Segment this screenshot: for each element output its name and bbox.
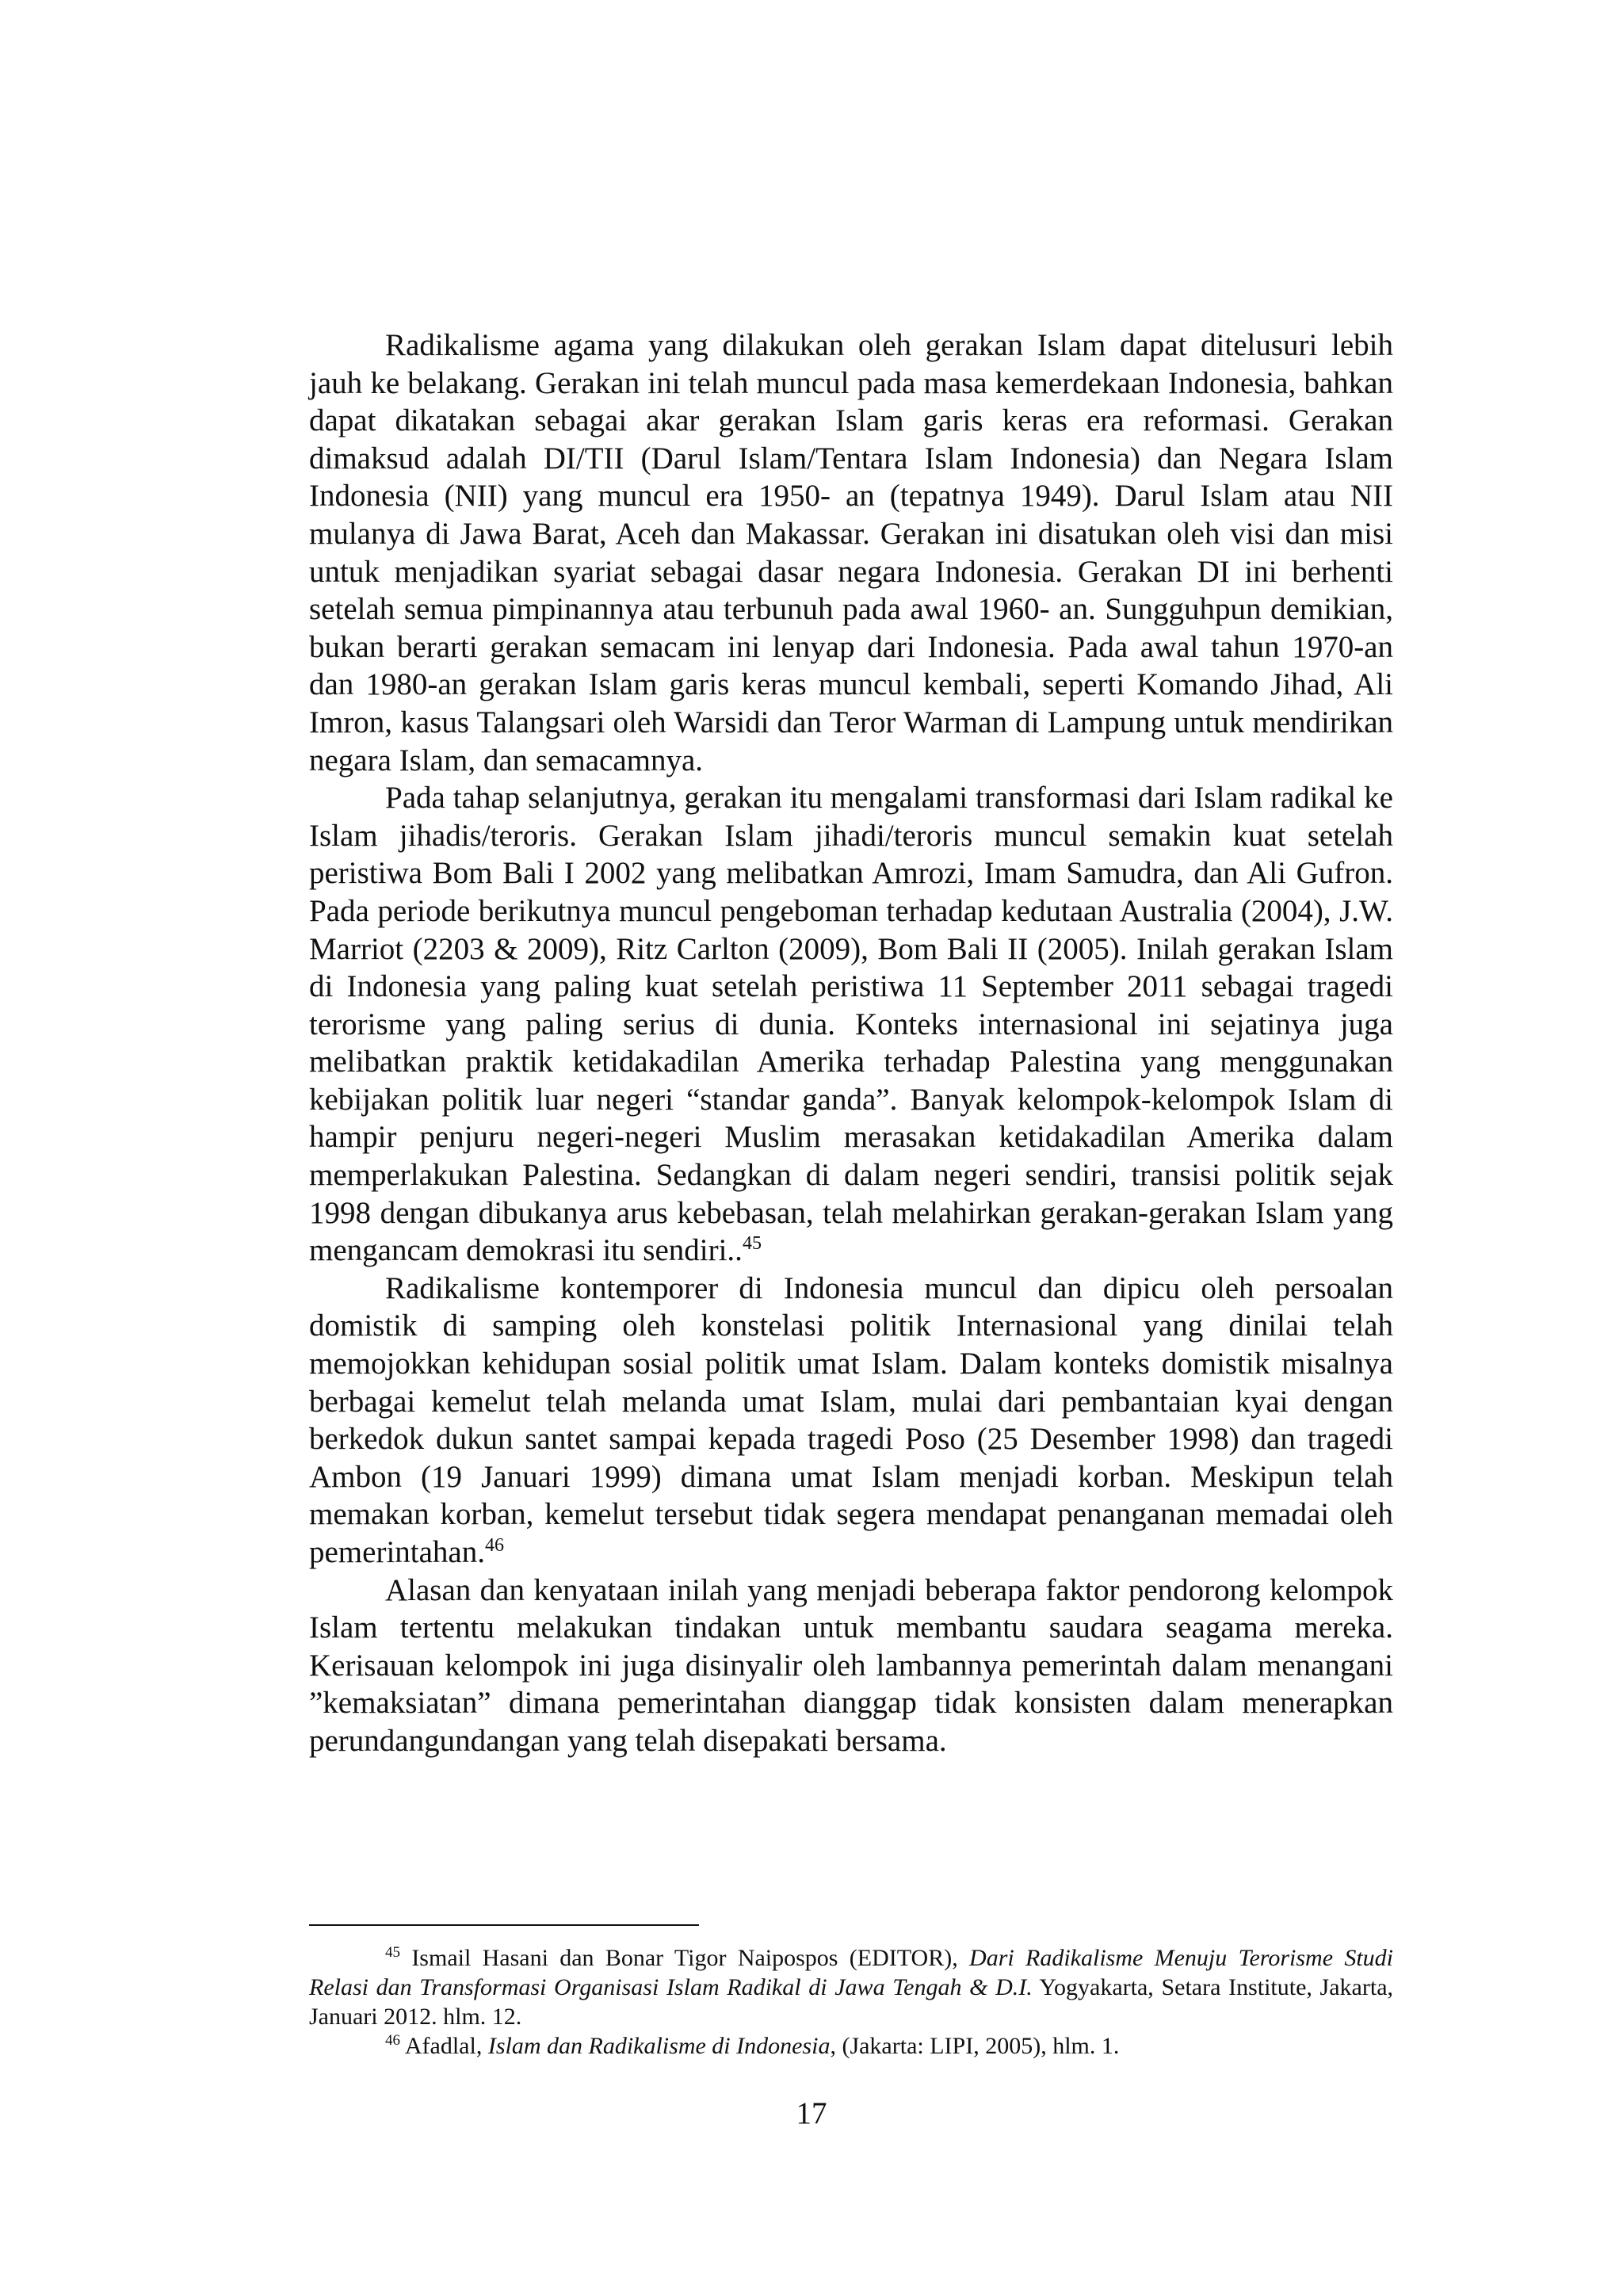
footnote-separator (309, 1924, 699, 1926)
footnote-title: Islam dan Radikalisme di Indonesia (487, 2033, 831, 2059)
footnote-author: Afadlal, (404, 2033, 483, 2059)
paragraph-4 (309, 1572, 1393, 1760)
paragraph-1-text: Radikalisme agama yang dilakukan oleh gerakan Islam dapat ditelusuri lebih jauh ke belakang. Gerakan ini telah muncul pada masa kemerdekaan Indonesia, bahkan dapat dikatakan sebagai akar gerakan Islam garis keras era reformasi. Gerakan dimaksud adalah DI/TII (Darul Islam/Tentara Islam Indonesia) dan Negara Islam Indonesia (NII) yang muncul era 1950- an (tepatnya 1949). Darul Islam atau NII mulanya di Jawa Barat, Aceh dan Makassar. Gerakan ini disatukan oleh visi dan misi untuk menjadikan syariat sebagai dasar negara Indonesia. Gerakan DI ini berhenti setelah semua pimpinannya atau terbunuh pada awal 1960- an. Sungguhpun demikian, bukan berarti gerakan semacam ini lenyap dari Indonesia. Pada awal tahun 1970-an dan 1980-an gerakan Islam garis keras muncul kembali, seperti Komando Jihad, Ali Imron, kasus Talangsari oleh Warsidi dan Teror Warman di Lampung untuk mendirikan negara Islam, dan semacamnya. (309, 328, 1393, 777)
paragraph-2 (309, 779, 1393, 1270)
footnote-ref-45[interactable]: 45 (742, 1233, 762, 1255)
paragraph-4-text: Alasan dan kenyataan inilah yang menjadi beberapa faktor pendorong kelompok Islam tertentu melakukan tindakan untuk membantu saudara seagama mereka. Kerisauan kelompok ini juga disinyalir oleh lambannya pemerintah dalam menangani ”kemaksiatan” dimana pemerintahan dianggap tidak konsisten dalam menerapkan perundangundangan yang telah disepakati bersama. (309, 1572, 1393, 1758)
footnote-number: 46 (385, 2032, 400, 2049)
footnote-ref-46[interactable]: 46 (484, 1535, 504, 1556)
footnote-46 (309, 2031, 1393, 2061)
page-number: 17 (796, 2096, 827, 2130)
paragraph-2-text: Pada tahap selanjutnya, gerakan itu mengalami transformasi dari Islam radikal ke Islam jihadis/teroris. Gerakan Islam jihadi/teroris muncul semakin kuat setelah peristiwa Bom Bali I 2002 yang melibatkan Amrozi, Imam Samudra, dan Ali Gufron. Pada periode berikutnya muncul pengeboman terhadap kedutaan Australia (2004), J.W. Marriot (2203 & 2009), Ritz Carlton (2009), Bom Bali II (2005). Inilah gerakan Islam di Indonesia yang paling kuat setelah peristiwa 11 September 2011 sebagai tragedi terorisme yang paling serius di dunia. Konteks internasional ini sejatinya juga melibatkan praktik ketidakadilan Amerika terhadap Palestina yang menggunakan kebijakan politik luar negeri “standar ganda”. Banyak kelompok-kelompok Islam di hampir penjuru negeri-negeri Muslim merasakan ketidakadilan Amerika dalam memperlakukan Palestina. Sedangkan di dalam negeri sendiri, transisi politik sejak 1998 dengan dibukanya arus kebebasan, telah melahirkan gerakan-gerakan Islam yang mengancam demokrasi itu sendiri.. (309, 781, 1393, 1268)
footnote-title: Dari Radikalisme Menuju Terorisme Studi Relasi dan Transformasi Organisasi Islam Radikal di Jawa Tengah & D.I. (309, 1945, 1394, 2000)
paragraph-1 (309, 327, 1393, 779)
paragraph-3-text: Radikalisme kontemporer di Indonesia muncul dan dipicu oleh persoalan domistik di samping oleh konstelasi politik Internasional yang dinilai telah memojokkan kehidupan sosial politik umat Islam. Dalam konteks domistik misalnya berbagai kemelut telah melanda umat Islam, mulai dari pembantaian kyai dengan berkedok dukun santet sampai kepada tragedi Poso (25 Desember 1998) dan tragedi Ambon (19 Januari 1999) dimana umat Islam menjadi korban. Meskipun telah memakan korban, kemelut tersebut tidak segera mendapat penanganan memadai oleh pemerintahan. (309, 1270, 1393, 1569)
footnote-publication: Yogyakarta, Setara Institute, Jakarta, Januari 2012. hlm. 12. (309, 1974, 1394, 2030)
footnote-author: Ismail Hasani dan Bonar Tigor Naipospos (EDITOR), (411, 1945, 958, 1971)
footnote-publication: , (Jakarta: LIPI, 2005), hlm. 1. (830, 2033, 1120, 2059)
footnotes (309, 1943, 1393, 2061)
footnote-number: 45 (385, 1944, 400, 1961)
paragraph-3 (309, 1270, 1393, 1572)
footnote-45 (309, 1943, 1393, 2031)
body-text (309, 327, 1393, 1760)
